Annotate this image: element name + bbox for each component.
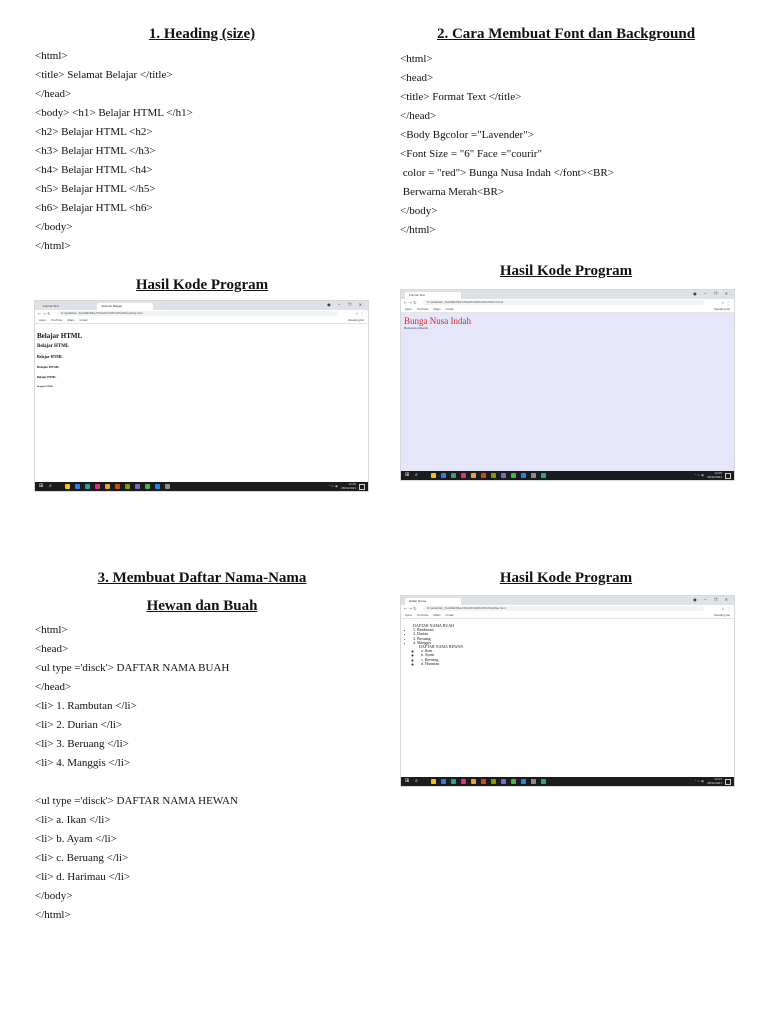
code-line: <title> Selamat Belajar </title>	[35, 69, 173, 81]
taskbar-app-icon[interactable]	[471, 779, 476, 784]
code-line: <li> 2. Durian </li>	[35, 719, 123, 731]
start-icon[interactable]: ⊞	[405, 778, 410, 784]
window-controls[interactable]: ● ‒ ❐ ✕	[693, 291, 731, 296]
page-viewport	[405, 624, 734, 666]
taskbar-clock[interactable]	[707, 472, 722, 479]
list-item: ◦ a. Ikan	[421, 649, 734, 653]
bookmark-item[interactable]: Gmail	[445, 307, 454, 311]
code-line: <li> c. Beruang </li>	[35, 852, 129, 864]
browser-tabbar	[401, 290, 734, 299]
window-controls[interactable]: ● ‒ ❐ ✕	[327, 302, 365, 307]
code-line	[35, 773, 238, 792]
taskbar-app-icon[interactable]	[491, 779, 496, 784]
taskbar-app-icon[interactable]	[451, 779, 456, 784]
address-bar	[35, 310, 368, 317]
h2-output: Belajar HTML	[37, 344, 70, 349]
browser-tab-active[interactable]: Selamat Belajar	[97, 303, 153, 310]
search-icon[interactable]: ⌕	[49, 483, 52, 489]
taskbar-app-icon[interactable]	[531, 473, 536, 478]
bookmark-item[interactable]: YouTube	[416, 307, 429, 311]
section2-heading: 2. Cara Membuat Font dan Background	[436, 26, 696, 42]
code-line: <li> 3. Beruang </li>	[35, 738, 129, 750]
h3-output: Belajar HTML	[37, 354, 63, 359]
bookmark-item[interactable]: Gmail	[79, 318, 88, 322]
list2	[413, 649, 734, 666]
browser-tab[interactable]: Format Text	[39, 303, 95, 310]
list-item: • 2. Durian	[413, 632, 734, 636]
clock-time: 12:06	[714, 471, 722, 475]
clock-date: 28/11/2021	[341, 485, 356, 490]
code-line: </html>	[400, 224, 436, 236]
list1-title: DAFTAR NAMA BUAH	[413, 623, 455, 628]
list-item: ◦ d. Harimau	[421, 662, 734, 666]
start-icon[interactable]: ⊞	[405, 472, 410, 478]
section1-result-heading: Hasil Kode Program	[135, 277, 269, 293]
code-line: <body> <h1> Belajar HTML </h1>	[35, 107, 193, 119]
notification-icon[interactable]	[725, 473, 731, 479]
code-line: <html>	[400, 53, 433, 65]
reading-list[interactable]: Reading list	[348, 318, 364, 322]
taskbar-app-icon[interactable]	[145, 484, 150, 489]
red-font-output: Bunga Nusa Indah	[404, 316, 471, 326]
bookmark-item[interactable]: YouTube	[416, 613, 429, 617]
list1	[405, 628, 734, 666]
browser-tabbar	[401, 596, 734, 605]
reading-list[interactable]: Reading list	[714, 307, 730, 311]
nav-buttons-icon[interactable]: ← → ↻	[404, 606, 417, 611]
taskbar-app-icon[interactable]	[531, 779, 536, 784]
code-line: <head>	[400, 72, 434, 84]
code-line: </head>	[35, 681, 72, 693]
browser-tools-icon[interactable]: ☆ ⋮	[721, 606, 730, 611]
code-line: <li> 4. Manggis </li>	[35, 757, 131, 769]
browser-tab-active[interactable]: Daftar Nama	[405, 598, 461, 605]
url-field[interactable]: D:/pelatihan_SHARE/PELATIHAN%20KURSUS/daftar.html	[423, 606, 704, 611]
reading-list[interactable]: Reading list	[714, 613, 730, 617]
code-line: <ul type ='disck'> DAFTAR NAMA BUAH	[35, 662, 230, 674]
taskbar-app-icon[interactable]	[461, 779, 466, 784]
notification-icon[interactable]	[359, 484, 365, 490]
bookmark-item[interactable]: Maps	[433, 307, 441, 311]
browser-tools-icon[interactable]: ☆ ⋮	[355, 311, 364, 316]
list-item: ◦ b. Ayam	[421, 653, 734, 657]
browser-tabbar	[35, 301, 368, 310]
bookmarks-bar	[401, 306, 734, 313]
taskbar-app-icon[interactable]	[511, 779, 516, 784]
section1-code	[35, 47, 193, 256]
h1-output: Belajar HTML	[37, 332, 83, 340]
bookmark-item[interactable]: Maps	[67, 318, 75, 322]
bookmark-item[interactable]: Apps	[39, 318, 46, 322]
windows-taskbar	[401, 777, 734, 786]
address-bar	[401, 605, 734, 612]
bookmark-item[interactable]: Apps	[405, 613, 412, 617]
code-line: </html>	[35, 240, 71, 252]
taskbar-app-icon[interactable]	[155, 484, 160, 489]
h5-output: Belajar HTML	[37, 375, 57, 379]
taskbar-clock[interactable]	[341, 483, 356, 490]
browser-tab-active[interactable]: Format Text	[405, 292, 461, 299]
taskbar-app-icon[interactable]	[451, 473, 456, 478]
code-line: color = "red"> Bunga Nusa Indah </font><BR>	[400, 167, 614, 179]
taskbar-app-icon[interactable]	[541, 779, 546, 784]
list-item: ◦ c. Beruang	[421, 658, 734, 662]
taskbar-app-icon[interactable]	[105, 484, 110, 489]
list-item: • 3. Beruang	[413, 637, 734, 641]
search-icon[interactable]: ⌕	[415, 778, 418, 784]
code-line: </body>	[35, 890, 73, 902]
page-viewport	[401, 313, 734, 471]
code-line: <h5> Belajar HTML </h5>	[35, 183, 156, 195]
bookmark-item[interactable]: Gmail	[445, 613, 454, 617]
code-line: <h2> Belajar HTML <h2>	[35, 126, 153, 138]
code-line: <h6> Belajar HTML <h6>	[35, 202, 153, 214]
taskbar-app-icon[interactable]	[511, 473, 516, 478]
screenshot-font-output	[400, 289, 735, 481]
list2-title: DAFTAR NAMA HEWAN	[419, 644, 464, 650]
section1-heading: 1. Heading (size)	[148, 26, 256, 42]
taskbar-app-icon[interactable]	[165, 484, 170, 489]
windows-taskbar	[401, 471, 734, 480]
clock-time: 12:06	[348, 482, 356, 486]
taskbar-app-icon[interactable]	[75, 484, 80, 489]
taskbar-app-icon[interactable]	[501, 779, 506, 784]
start-icon[interactable]: ⊞	[39, 483, 44, 489]
bookmark-item[interactable]: Apps	[405, 307, 412, 311]
code-line: </body>	[400, 205, 438, 217]
url-field[interactable]: D:/pelatihan_SHARE/PELATIHAN%20KURSUS/heading.html	[57, 311, 338, 316]
section3-heading-line2: Hewan dan Buah	[146, 598, 258, 614]
code-line: <li> 1. Rambutan </li>	[35, 700, 137, 712]
taskbar-clock[interactable]	[707, 778, 722, 785]
code-line: </html>	[35, 909, 71, 921]
code-line: <html>	[35, 624, 68, 636]
section3-code	[35, 621, 238, 925]
screenshot-heading-output	[34, 300, 369, 492]
taskbar-app-icon[interactable]	[65, 484, 70, 489]
notification-icon[interactable]	[725, 779, 731, 785]
code-line: <Font Size = "6" Face ="courir"	[400, 148, 542, 160]
browser-tools-icon[interactable]: ☆ ⋮	[721, 300, 730, 305]
section2-result-heading: Hasil Kode Program	[499, 263, 633, 279]
code-line: </body>	[35, 221, 73, 233]
clock-date: 28/11/2021	[707, 474, 722, 479]
taskbar-app-icon[interactable]	[461, 473, 466, 478]
search-icon[interactable]: ⌕	[415, 472, 418, 478]
code-line: <li> d. Harimau </li>	[35, 871, 131, 883]
taskbar-app-icon[interactable]	[481, 779, 486, 784]
system-tray-icon[interactable]: ^ ▭ ◀)	[694, 779, 704, 783]
address-bar	[401, 299, 734, 306]
taskbar-app-icon[interactable]	[481, 473, 486, 478]
taskbar-app-icon[interactable]	[95, 484, 100, 489]
taskbar-app-icon[interactable]	[441, 473, 446, 478]
taskbar-app-icon[interactable]	[135, 484, 140, 489]
taskbar-app-icon[interactable]	[541, 473, 546, 478]
clock-time: 12:07	[714, 777, 722, 781]
code-line: <Body Bgcolor ="Lavender">	[400, 129, 534, 141]
section3-result-heading: Hasil Kode Program	[499, 570, 633, 586]
nav-buttons-icon[interactable]: ← → ↻	[38, 311, 51, 316]
taskbar-app-icon[interactable]	[115, 484, 120, 489]
h6-output: Belajar HTML	[37, 385, 54, 388]
bookmarks-bar	[401, 612, 734, 619]
h4-output: Belajar HTML	[37, 365, 60, 369]
subtext-output: Berwarna Merah	[404, 326, 428, 330]
list-item	[413, 641, 734, 666]
windows-taskbar	[35, 482, 368, 491]
list-item: • 1. Rambutan	[413, 628, 734, 632]
code-line: Berwarna Merah<BR>	[400, 186, 505, 198]
code-line: <li> a. Ikan </li>	[35, 814, 111, 826]
page-viewport	[37, 331, 368, 392]
taskbar-app-icon[interactable]	[125, 484, 130, 489]
screenshot-list-output	[400, 595, 735, 787]
section2-code	[400, 50, 614, 240]
taskbar-app-icon[interactable]	[471, 473, 476, 478]
taskbar-app-icon[interactable]	[491, 473, 496, 478]
bookmark-item[interactable]: Maps	[433, 613, 441, 617]
list-item-text: 4. Manggis	[413, 639, 431, 645]
taskbar-app-icon[interactable]	[431, 779, 436, 784]
nav-buttons-icon[interactable]: ← → ↻	[404, 300, 417, 305]
window-controls[interactable]: ● ‒ ❐ ✕	[693, 597, 731, 602]
taskbar-app-icon[interactable]	[501, 473, 506, 478]
taskbar-app-icon[interactable]	[85, 484, 90, 489]
code-line: <h4> Belajar HTML <h4>	[35, 164, 153, 176]
section3-heading-line1: 3. Membuat Daftar Nama-Nama	[97, 570, 307, 586]
code-line: <li> b. Ayam </li>	[35, 833, 117, 845]
clock-date: 28/11/2021	[707, 780, 722, 785]
bookmark-item[interactable]: YouTube	[50, 318, 63, 322]
url-field[interactable]: D:/pelatihan_SHARE/PELATIHAN%20KURSUS/font.html	[423, 300, 704, 305]
taskbar-app-icon[interactable]	[521, 473, 526, 478]
taskbar-app-icon[interactable]	[521, 779, 526, 784]
system-tray-icon[interactable]: ^ ▭ ◀)	[694, 473, 704, 477]
system-tray-icon[interactable]: ^ ▭ ◀)	[328, 484, 338, 488]
code-line: <html>	[35, 50, 68, 62]
code-line: <title> Format Text </title>	[400, 91, 522, 103]
code-line: </head>	[35, 88, 72, 100]
code-line: <head>	[35, 643, 69, 655]
code-line: </head>	[400, 110, 437, 122]
taskbar-app-icon[interactable]	[431, 473, 436, 478]
taskbar-app-icon[interactable]	[441, 779, 446, 784]
bookmarks-bar	[35, 317, 368, 324]
code-line: <h3> Belajar HTML </h3>	[35, 145, 156, 157]
code-line: <ul type ='disck'> DAFTAR NAMA HEWAN	[35, 795, 238, 807]
